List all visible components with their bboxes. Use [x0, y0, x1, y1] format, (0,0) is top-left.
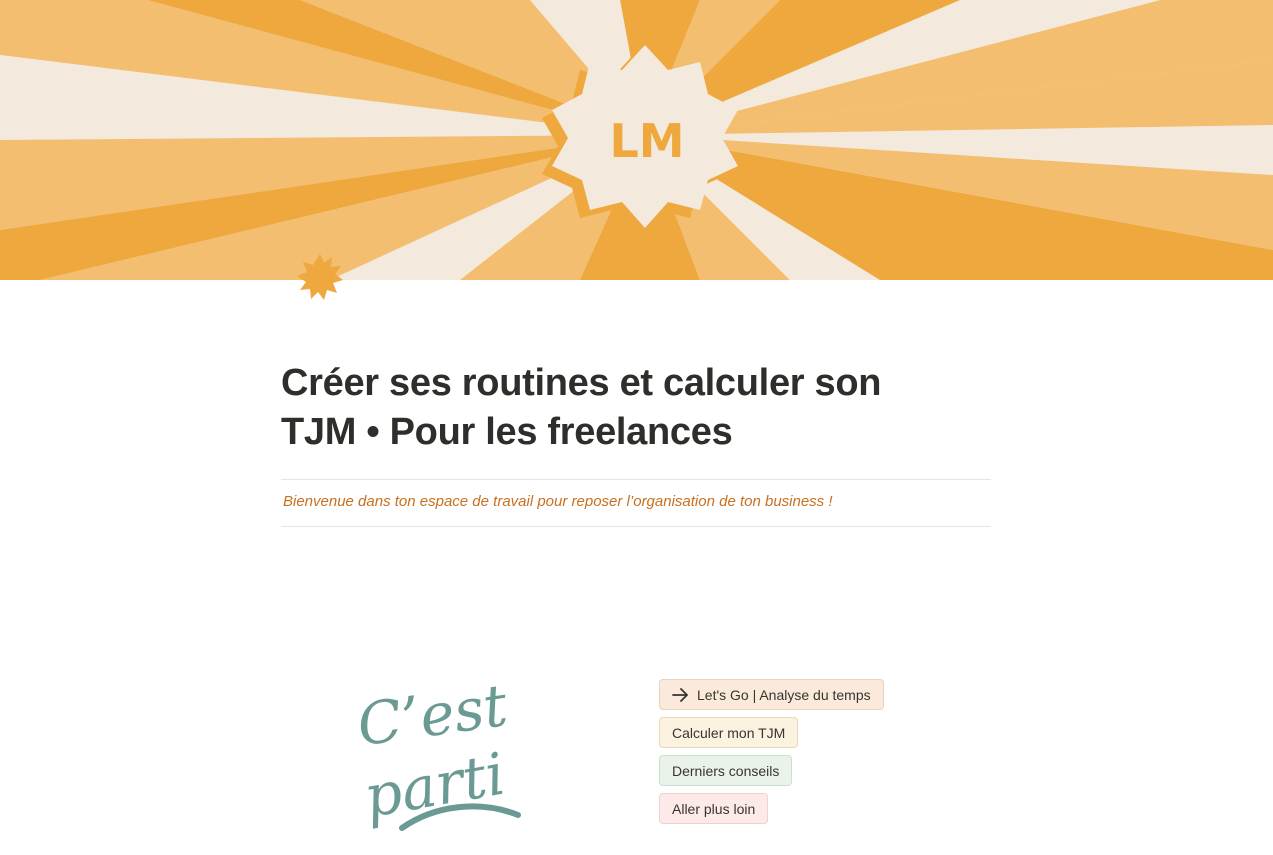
cover-image: [0, 0, 1273, 280]
sunburst-illustration: [0, 0, 1273, 280]
derniers-conseils-label: Derniers conseils: [672, 762, 780, 779]
page-subtitle: Bienvenue dans ton espace de travail pour reposer l’organisation de ton business !: [283, 493, 833, 510]
page-icon[interactable]: [296, 252, 344, 302]
lets-go-button[interactable]: [659, 679, 884, 710]
page-title-line-2: TJM • Pour les freelances: [281, 411, 733, 453]
aller-plus-loin-button[interactable]: [659, 793, 768, 824]
cest-parti-text-1: C’est: [353, 671, 512, 760]
derniers-conseils-button[interactable]: [659, 755, 792, 786]
logo-text: LM: [609, 114, 685, 168]
lets-go-label: Let's Go | Analyse du temps: [697, 686, 871, 703]
cest-parti-illustration: [340, 665, 530, 855]
divider-top: [281, 479, 991, 480]
calculer-tjm-label: Calculer mon TJM: [672, 724, 786, 741]
page-title: [281, 359, 1001, 457]
arrow-right-icon: [672, 688, 689, 702]
calculer-tjm-button[interactable]: [659, 717, 798, 748]
divider-bottom: [281, 526, 991, 527]
cest-parti-text-2: parti: [359, 739, 511, 832]
navigation-buttons: [659, 679, 884, 824]
aller-plus-loin-label: Aller plus loin: [672, 800, 756, 817]
page-title-line-1: Créer ses routines et calculer son: [281, 362, 882, 404]
